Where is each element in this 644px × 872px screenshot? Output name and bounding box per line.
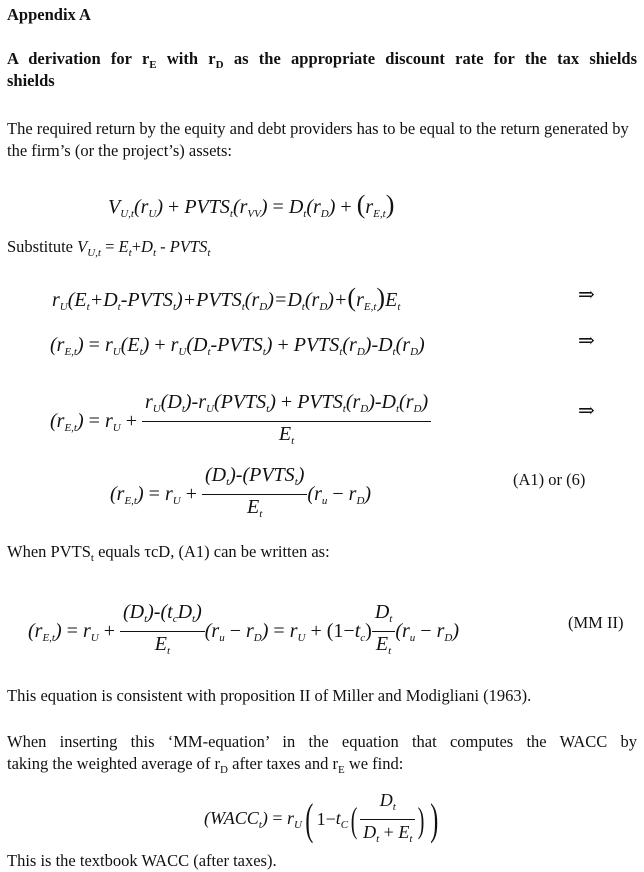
substitute-line: Substitute $V_{U,t} = E_t+D_t$ - $PVTS_t$ [7,237,211,259]
equation-a1: $(r_{E,t}) = r_U$ + $\frac{(D_t)-(PVTS_t)}{E_t}$ $(r_u - r_D)$ [110,464,372,520]
section-subheading: A derivation for $r_E$ with $r_D$ as the appropriate discount rate for the tax shields [7,49,638,71]
equation-wacc: $(WACC_t) = r_U$( $1-t_C$( $\frac{D_t}{D_t + E_t}$ ) ) [204,790,439,845]
equation-substituted: $r_U(E_t+D_t-PVTS_t)+PVTS_t(r_D)=D_t(r_D)+(r_{E,t})E_t$ [52,283,401,313]
closing-paragraph: This is the textbook WACC (after taxes). [7,851,277,870]
implies-arrow: ⇒ [578,284,595,306]
section-subheading-cont: shields [7,71,55,90]
equation-mm2: $(r_{E,t}) = r_U$ + $\frac{(D_t)-(t_cD_t)}{E_t}$ $(r_u - r_D) = r_U + (1-t_c)$ $\frac{D_t}{E_t}$ $(r_u - r_D)$ [28,601,459,657]
consistency-paragraph: This equation is consistent with proposition II of Miller and Modigliani (1963). [7,686,532,705]
intro-paragraph: The required return by the equity and debt providers has to be equal to the return generated by the firm’s (or the project’s) assets: [7,119,629,160]
equation-tag-a1: (A1) or (6) [513,470,586,489]
appendix-heading: Appendix A [7,5,91,24]
implies-arrow: ⇒ [578,400,595,422]
equation-asset-return: $V_{U,t}(r_U)$ + $PVTS_t(r_{VV}) = D_t(r_D) + (r_{E,t})$ [108,190,395,220]
wacc-paragraph-line1: When inserting this ‘MM-equation’ in the equation that computes the WACC by [7,732,637,751]
equation-tag-mm2: (MM II) [568,613,624,632]
implies-arrow: ⇒ [578,330,595,352]
when-pvts-line: When $PVTS_t$ equals τcD, (A1) can be written as: [7,542,330,564]
wacc-paragraph-line2: taking the weighted average of $r_D$ after taxes and $r_E$ we find: [7,754,404,776]
equation-equity-return-fraction: $(r_{E,t}) = r_U$ + $\frac{r_U(D_t)-r_U(PVTS_t) + PVTS_t(r_D)-D_t(r_D)}{E_t}$ [50,390,431,453]
equation-equity-return-expanded: $(r_{E,t}) = r_U(E_t)$ + $r_U(D_t-PVTS_t)$ + $PVTS_t(r_D)-D_t(r_D)$ [50,334,425,358]
